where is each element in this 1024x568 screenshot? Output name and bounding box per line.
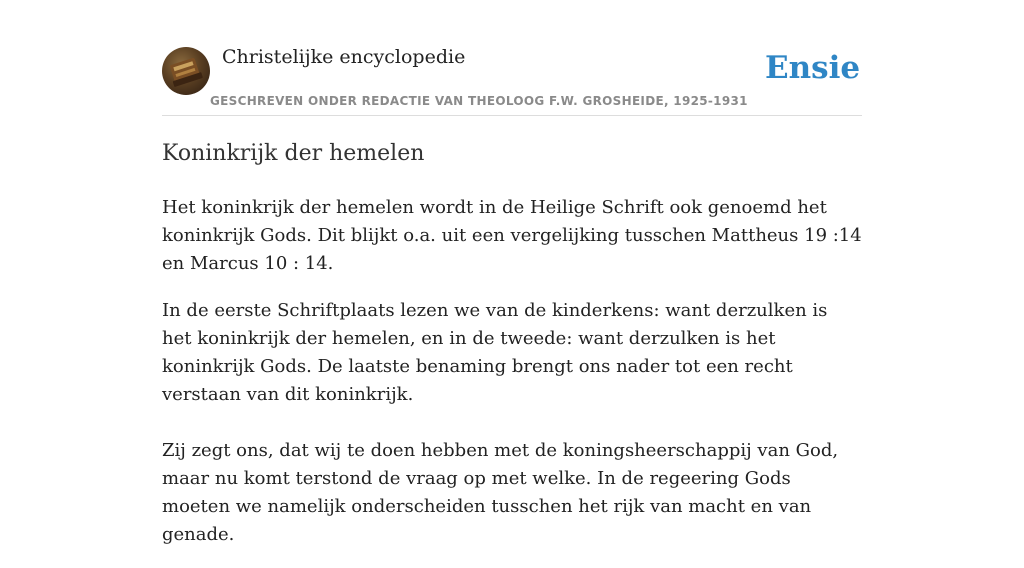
page-title: Koninkrijk der hemelen <box>162 141 425 166</box>
article-paragraph: Zij zegt ons, dat wij te doen hebben met de koningsheerschappij van God, maar nu komt terstond de vraag op met welke. In de regeering Gods moeten we namelijk onderscheiden tusschen het rijk van macht en van genade. <box>162 440 839 545</box>
article-paragraph: In de eerste Schriftplaats lezen we van de kinderkens: want derzulken is het koninkrijk der hemelen, en in de tweede: want derzulken is het koninkrijk Gods. De laatste benaming brengt ons nader tot een recht verstaan van dit koninkrijk. <box>162 300 828 405</box>
article <box>162 138 862 568</box>
header <box>0 0 1024 120</box>
book-title[interactable]: Christelijke encyclopedie <box>222 46 466 68</box>
header-divider <box>162 115 862 116</box>
brand-logo-link[interactable]: Ensie <box>765 50 861 86</box>
article-paragraph: Het koninkrijk der hemelen wordt in de Heilige Schrift ook genoemd het koninkrijk Gods. Dit blijkt o.a. uit een vergelijking tusschen Mattheus 19 :14 en Marcus 10 : 14. <box>162 197 862 274</box>
book-cover-graphic <box>162 47 210 95</box>
book-cover-icon[interactable] <box>162 47 210 95</box>
book-subtitle: GESCHREVEN ONDER REDACTIE VAN THEOLOOG F.W. GROSHEIDE, 1925-1931 <box>210 94 748 108</box>
